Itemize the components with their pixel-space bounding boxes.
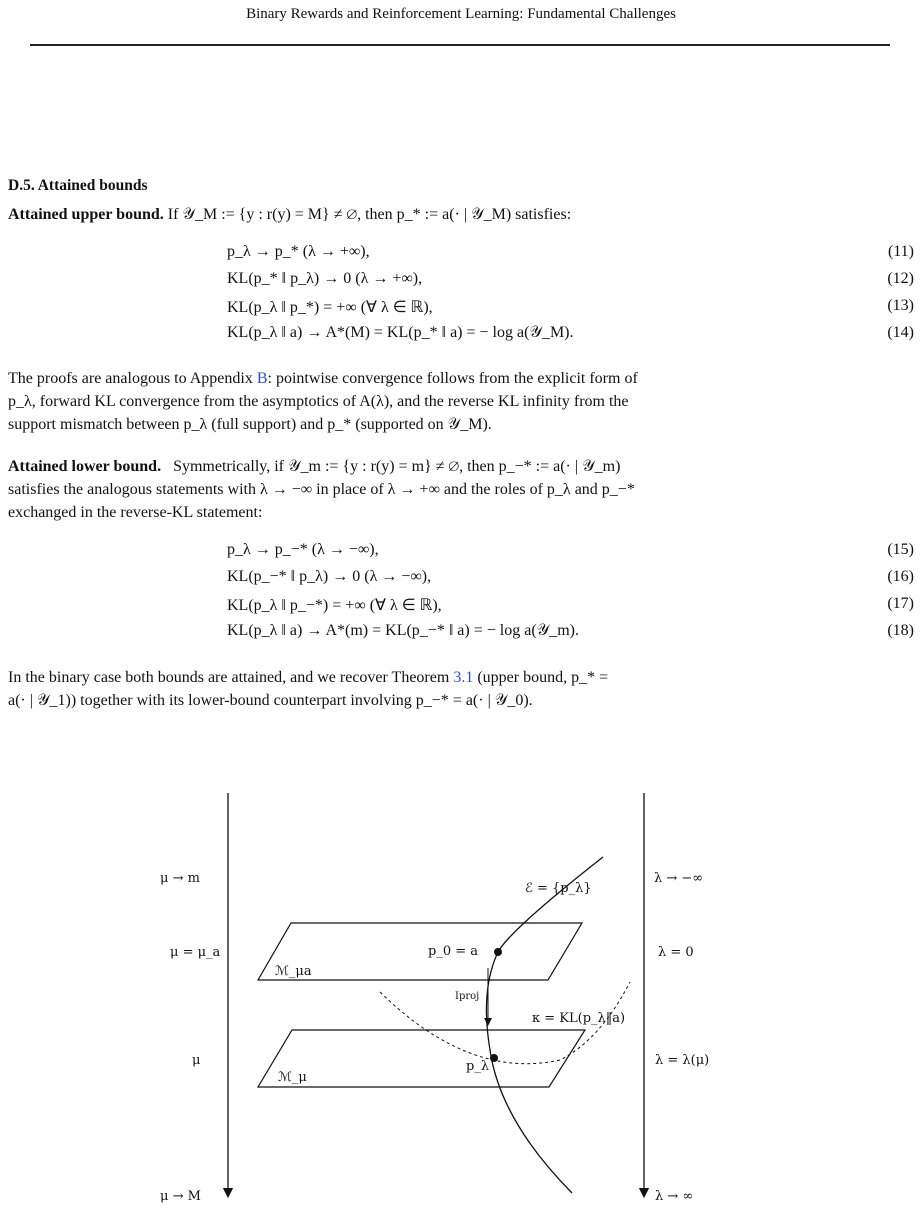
upper-bound-heading: Attained upper bound. [8,206,164,223]
theorem-link[interactable]: 3.1 [453,669,474,686]
upper-bound-intro-text: If 𝒴_M := {y : r(y) = M} ≠ ∅, then p_* := a(· | 𝒴_M) satisfies: [167,206,572,223]
proof-line-2: p_λ, forward KL convergence from the asymptotics of A(λ), and the reverse KL infinity from the [8,393,629,410]
appendix-b-link[interactable]: B [256,370,268,387]
label-plane-m-mu-a: ℳ_μa [275,964,312,979]
equation-17: KL(p_λ ‖ p_−*) = +∞ (∀ λ ∈ ℝ), [227,597,442,614]
equation-16: KL(p_−* ‖ p_λ) → 0 (λ → −∞), [227,568,432,585]
label-plane-m-mu: ℳ_μ [278,1070,307,1085]
conclusion-text: In the binary case both bounds are attained, and we recover Theorem [8,669,454,686]
plane-m-mu [258,1030,585,1087]
equation-number-13: (13) [887,297,914,314]
equation-number-17: (17) [887,595,914,612]
label-mu-to-M: μ → M [160,1189,201,1204]
label-p0-eq-a: p_0 = a [428,944,479,959]
proof-line-3: support mismatch between p_λ (full support) and p_* (supported on 𝒴_M). [8,416,492,433]
conclusion-line-2: a(· | 𝒴_1)) together with its lower-bound counterpart involving p_−* = a(· | 𝒴_0). [8,692,533,709]
label-curve-e: ℰ = {p_λ} [525,881,592,896]
equation-number-18: (18) [887,622,914,639]
equation-13: KL(p_λ ‖ p_*) = +∞ (∀ λ ∈ ℝ), [227,299,433,316]
equation-15: p_λ → p_−* (λ → −∞), [227,541,379,558]
lower-line-3: exchanged in the reverse-KL statement: [8,504,263,521]
label-lambda-of-mu: λ = λ(μ) [655,1053,710,1068]
label-lambda-zero: λ = 0 [658,945,694,960]
proof-text-cont: : pointwise convergence follows from the explicit form of [267,370,638,387]
lower-bound-heading: Attained lower bound. [8,458,162,475]
section-title: D.5. Attained bounds [8,177,148,194]
equation-18: KL(p_λ ‖ a) → A*(m) = KL(p_−* ‖ a) = − log a(𝒴_m). [227,622,579,639]
label-mu: μ [192,1053,201,1068]
lower-line-2: satisfies the analogous statements with λ → −∞ in place of λ → +∞ and the roles of p_λ and p_−* [8,481,635,498]
running-header: Binary Rewards and Reinforcement Learning: Fundamental Challenges [246,6,676,22]
conclusion-text-cont: (upper bound, p_* = [473,669,609,686]
label-lambda-neg-inf: λ → −∞ [654,871,704,886]
equation-12: KL(p_* ‖ p_λ) → 0 (λ → +∞), [227,270,423,287]
proof-text: The proofs are analogous to Appendix [8,370,257,387]
equation-14: KL(p_λ ‖ a) → A*(M) = KL(p_* ‖ a) = − log a(𝒴_M). [227,324,574,341]
point-p0 [494,948,502,956]
equation-11: p_λ → p_* (λ → +∞), [227,243,370,260]
label-lambda-inf: λ → ∞ [655,1189,694,1204]
lower-intro-text: Symmetrically, if 𝒴_m := {y : r(y) = m} ≠ ∅, then p_−* := a(· | 𝒴_m) [173,458,621,475]
equation-number-12: (12) [887,270,914,287]
equation-number-14: (14) [887,324,914,341]
equation-number-16: (16) [887,568,914,585]
equation-number-11: (11) [887,243,914,260]
equation-number-15: (15) [887,541,914,558]
label-p-lambda: p_λ [466,1059,490,1074]
label-iproj: Iproj [455,991,480,1002]
label-mu-eq-mu-a: μ = μ_a [170,945,221,960]
point-p-lambda [490,1054,498,1062]
label-kappa: κ = KL(p_λ‖a) [532,1011,626,1026]
label-mu-to-m: μ → m [160,871,200,886]
